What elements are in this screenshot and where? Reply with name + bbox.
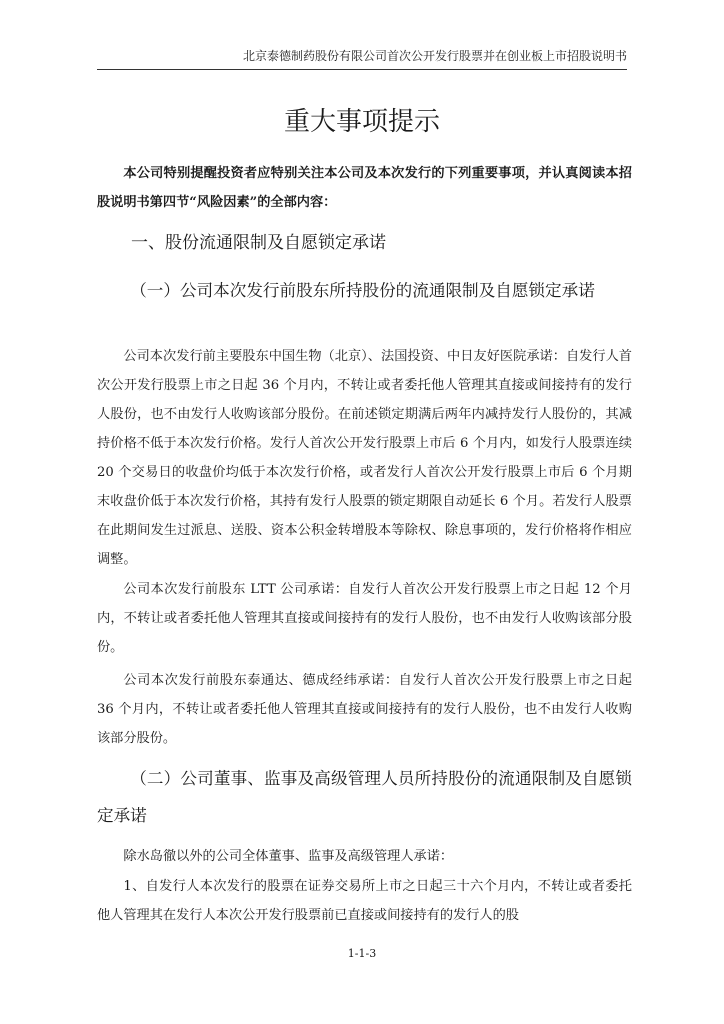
paragraph-directors-item-1: 1、自发行人本次发行的股票在证券交易所上市之日起三十六个月内，不转让或者委托他人管理其在发行人本次公开发行股票前已直接或间接持有的发行人的股 xyxy=(97,879,632,923)
header-divider xyxy=(97,69,627,70)
section-heading-lockup: 一、股份流通限制及自愿锁定承诺 xyxy=(131,233,386,253)
page-number: 1-1-3 xyxy=(347,947,377,960)
paragraph-directors-intro: 除水岛徹以外的公司全体董事、监事及高级管理人承诺： xyxy=(123,849,454,864)
paragraph-taitongda-commitment: 公司本次发行前股东泰通达、德成经纬承诺：自发行人首次公开发行股票上市之日起 36 个月内，不转让或者委托他人管理其直接或间接持有的发行人股份，也不由发行人收购该部分股份。 xyxy=(97,673,632,746)
running-header: 北京泰德制药股份有限公司首次公开发行股票并在创业板上市招股说明书 xyxy=(242,49,627,63)
subsection-heading-directors: （二）公司董事、监事及高级管理人员所持股份的流通限制及自愿锁定承诺 xyxy=(97,769,632,825)
paragraph-major-shareholders: 公司本次发行前主要股东中国生物（北京）、法国投资、中日友好医院承诺：自发行人首次公开发行股票上市之日起 36 个月内，不转让或者委托他人管理其直接或间接持有的发行人股份，也不由发行人收购该部分股份。在前述锁定期满后两年内减持发行人股份的，其减持价格不低于本次发行价格。发行人首次公开发行股票上市后 6 个月内，如发行人股票连续 20 个交易日的收盘价均低于本次发行价格，或者发行人首次公开发行股票上市后 6 个月期末收盘价低于本次发行价格，其持有发行人股票的锁定期限自动延长 6 个月。若发行人股票在此期间发生过派息、送股、资本公积金转增股本等除权、除息事项的，发行价格将作相应调整。 xyxy=(97,349,632,567)
page-title: 重大事项提示 xyxy=(283,107,440,137)
paragraph-ltt-commitment: 公司本次发行前股东 LTT 公司承诺：自发行人首次公开发行股票上市之日起 12 个月内，不转让或者委托他人管理其直接或间接持有的发行人股份，也不由发行人收购该部分股份。 xyxy=(97,582,632,655)
important-notice: 本公司特别提醒投资者应特别关注本公司及本次发行的下列重要事项，并认真阅读本招股说明书第四节“风险因素”的全部内容： xyxy=(97,166,632,210)
subsection-heading-shareholders: （一）公司本次发行前股东所持股份的流通限制及自愿锁定承诺 xyxy=(130,281,595,300)
